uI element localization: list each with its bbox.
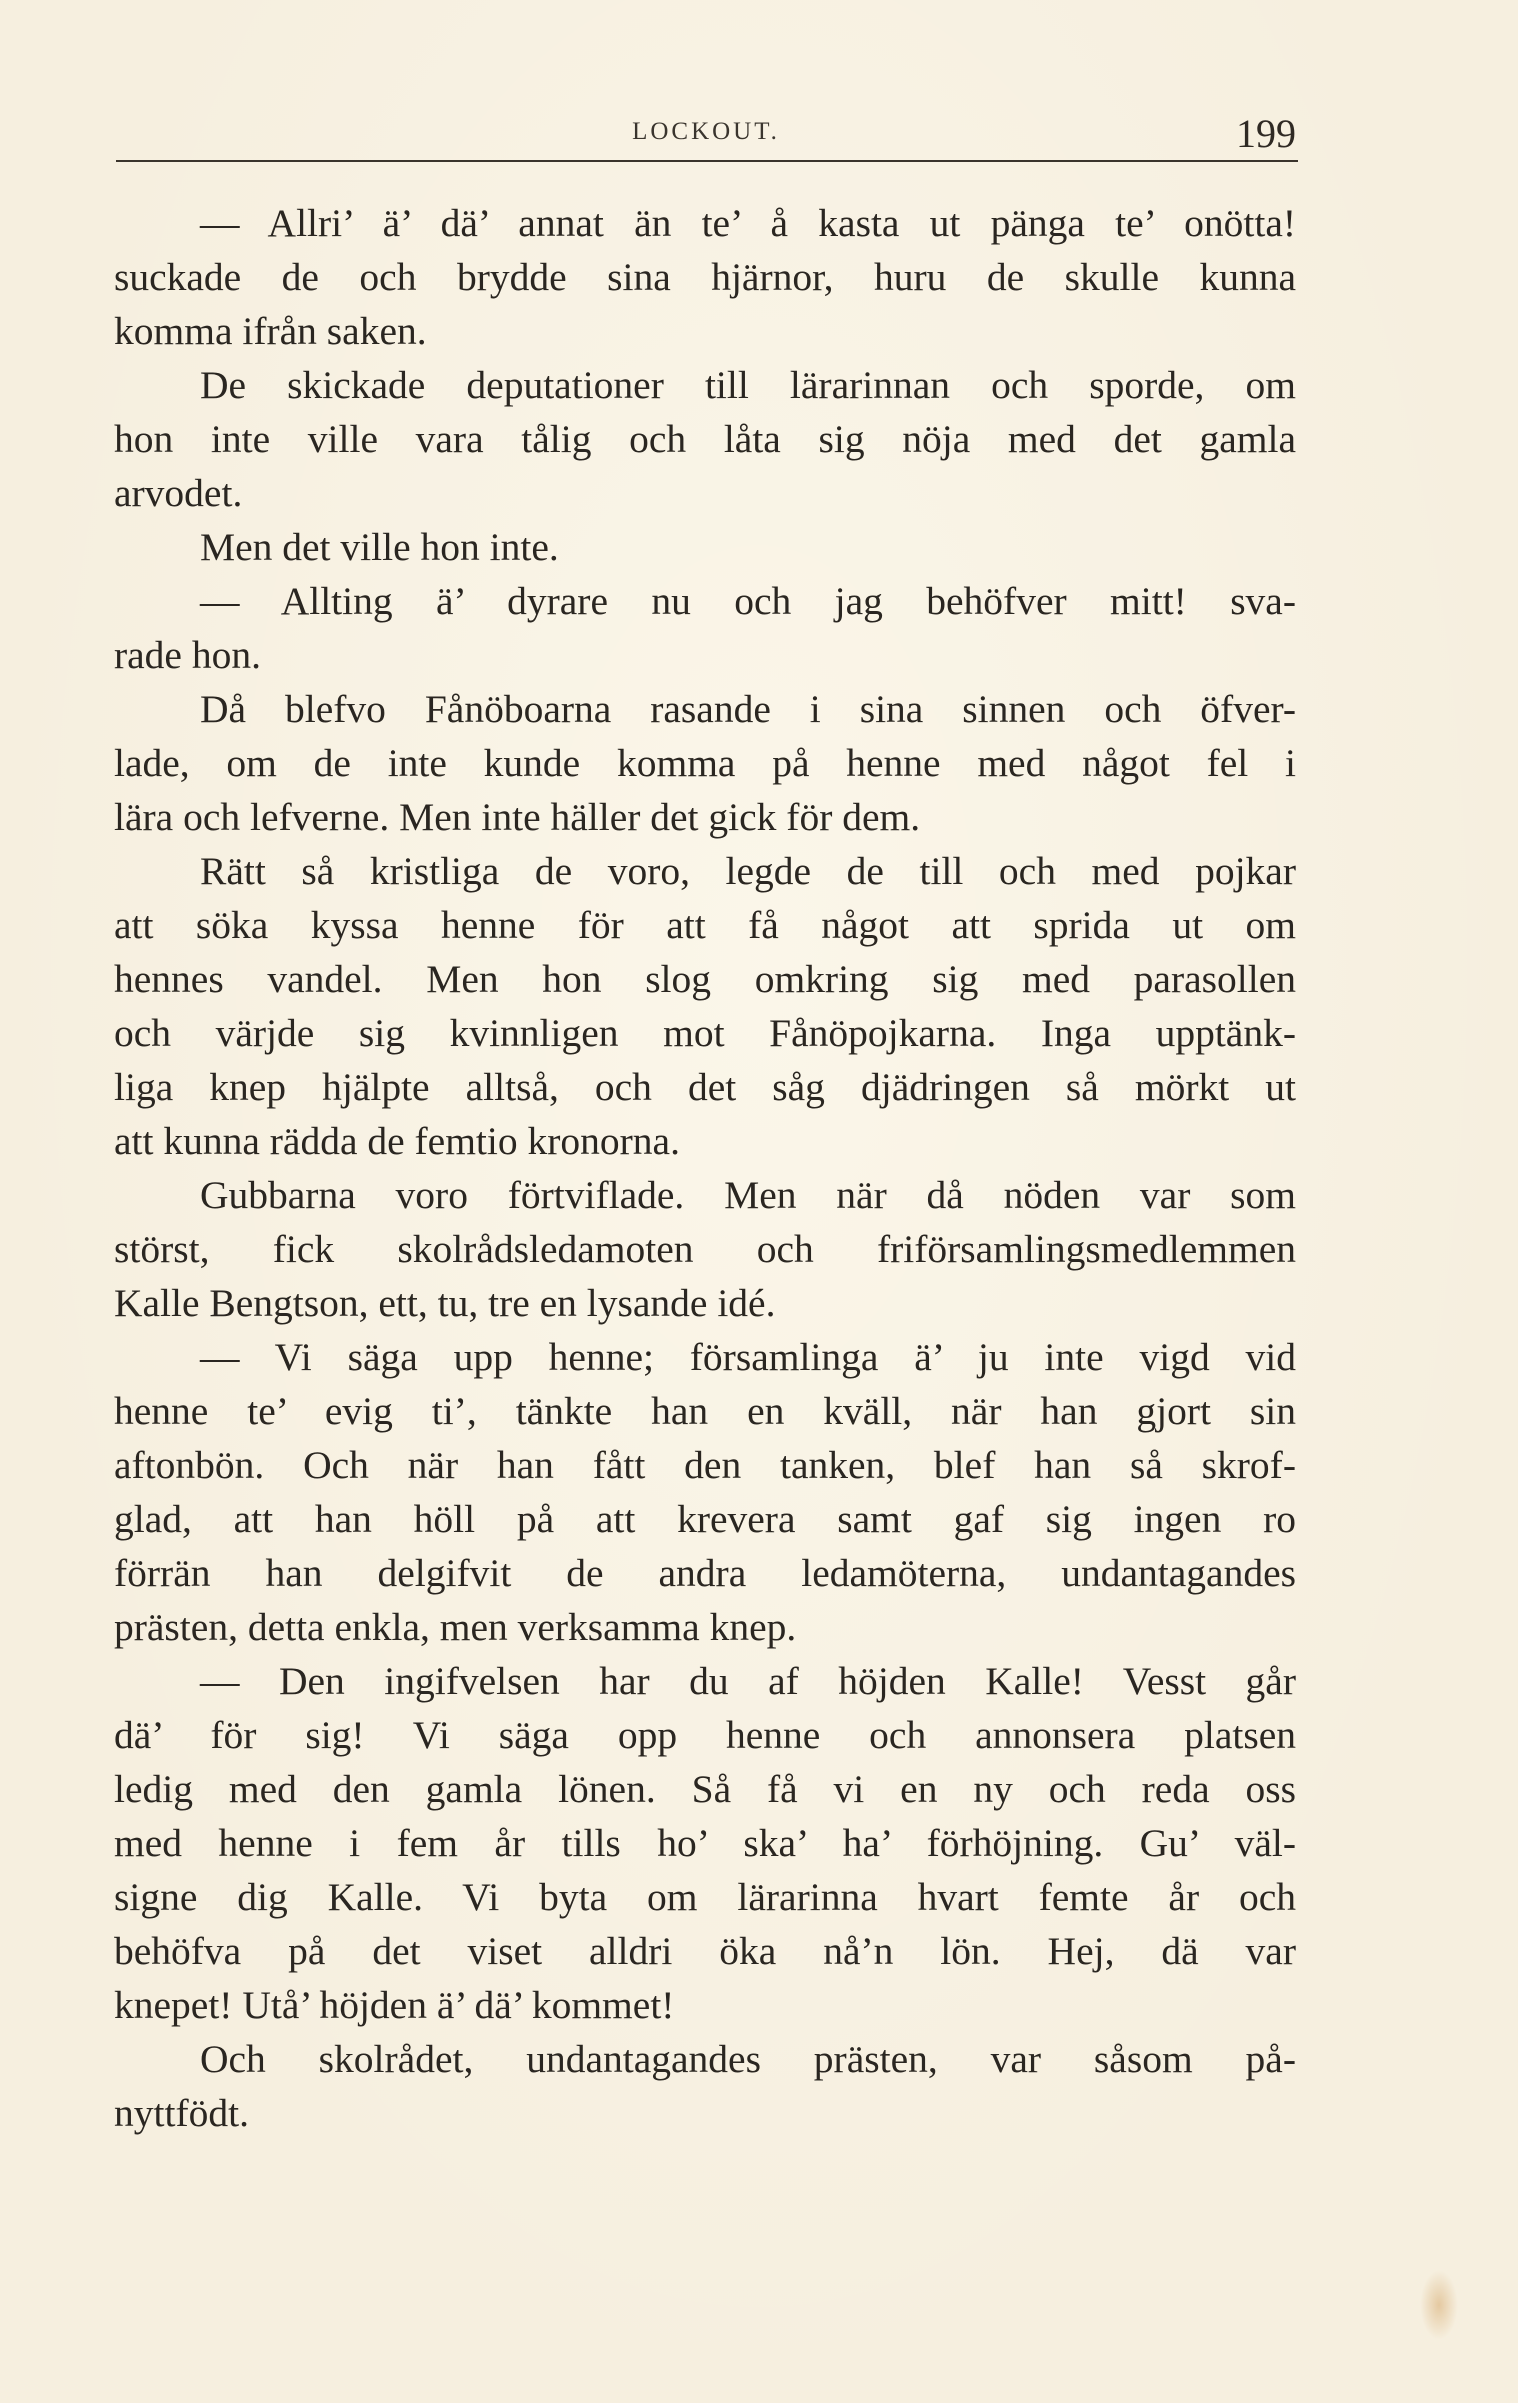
paper-stain [1420,2270,1458,2340]
header-rule [116,160,1298,162]
text-line: Gubbarna voro förtviflade. Men när då nöden var som [200,1173,1296,1217]
text-line: — Allting ä’ dyrare nu och jag behöfver mitt! sva- [200,579,1296,623]
text-line: De skickade deputationer till lärarinnan och sporde, om [200,363,1296,407]
text-line: Kalle Bengtson, ett, tu, tre en lysande idé. [114,1281,776,1325]
text-line: med henne i fem år tills ho’ ska’ ha’ förhöjning. Gu’ väl- [114,1821,1296,1865]
text-line: lära och lefverne. Men inte häller det gick för dem. [114,795,921,839]
text-line: att söka kyssa henne för att få något att sprida ut om [114,903,1296,947]
text-line: störst, fick skolrådsledamoten och friförsamlingsmedlemmen [114,1227,1296,1271]
text-line: dä’ för sig! Vi säga opp henne och annonsera platsen [114,1713,1296,1757]
text-line: prästen, detta enkla, men verksamma knep. [114,1605,797,1649]
text-line: — Vi säga upp henne; församlinga ä’ ju inte vigd vid [200,1335,1296,1379]
text-line: att kunna rädda de femtio kronorna. [114,1119,680,1163]
body-text [114,196,1296,2140]
text-line: och värjde sig kvinnligen mot Fånöpojkarna. Inga upptänk- [114,1011,1296,1055]
page-header [116,106,1296,162]
text-line: Rätt så kristliga de voro, legde de till och med pojkar [200,849,1296,893]
text-line: liga knep hjälpte alltså, och det såg djädringen så mörkt ut [114,1065,1296,1109]
text-line: — Allri’ ä’ dä’ annat än te’ å kasta ut pänga te’ onötta! [200,201,1296,245]
text-line: signe dig Kalle. Vi byta om lärarinna hvart femte år och [114,1875,1296,1919]
text-line: förrän han delgifvit de andra ledamöterna, undantagandes [114,1551,1296,1595]
text-line: Och skolrådet, undantagandes prästen, var såsom på- [200,2037,1296,2081]
text-line: knepet! Utå’ höjden ä’ dä’ kommet! [114,1983,675,2027]
page-number: 199 [1236,111,1296,156]
text-line: suckade de och brydde sina hjärnor, huru de skulle kunna [114,255,1296,299]
text-line: rade hon. [114,633,261,677]
text-line: komma ifrån saken. [114,309,427,353]
text-line: hon inte ville vara tålig och låta sig nöja med det gamla [114,417,1296,461]
text-line: behöfva på det viset alldri öka nå’n lön. Hej, dä var [114,1929,1296,1973]
text-line: hennes vandel. Men hon slog omkring sig med parasollen [114,957,1296,1001]
text-line: — Den ingifvelsen har du af höjden Kalle! Vesst går [200,1659,1296,1703]
text-line: lade, om de inte kunde komma på henne med något fel i [114,741,1296,785]
text-line: arvodet. [114,471,243,515]
text-line: aftonbön. Och när han fått den tanken, blef han så skrof- [114,1443,1296,1487]
text-line: Då blefvo Fånöboarna rasande i sina sinnen och öfver- [200,687,1296,731]
text-line: henne te’ evig ti’, tänkte han en kväll, när han gjort sin [114,1389,1296,1433]
text-line: glad, att han höll på att krevera samt gaf sig ingen ro [114,1497,1296,1541]
text-line: Men det ville hon inte. [200,525,559,569]
running-title: LOCKOUT. [632,118,780,145]
text-line: nyttfödt. [114,2091,249,2135]
text-line: ledig med den gamla lönen. Så få vi en ny och reda oss [114,1767,1296,1811]
